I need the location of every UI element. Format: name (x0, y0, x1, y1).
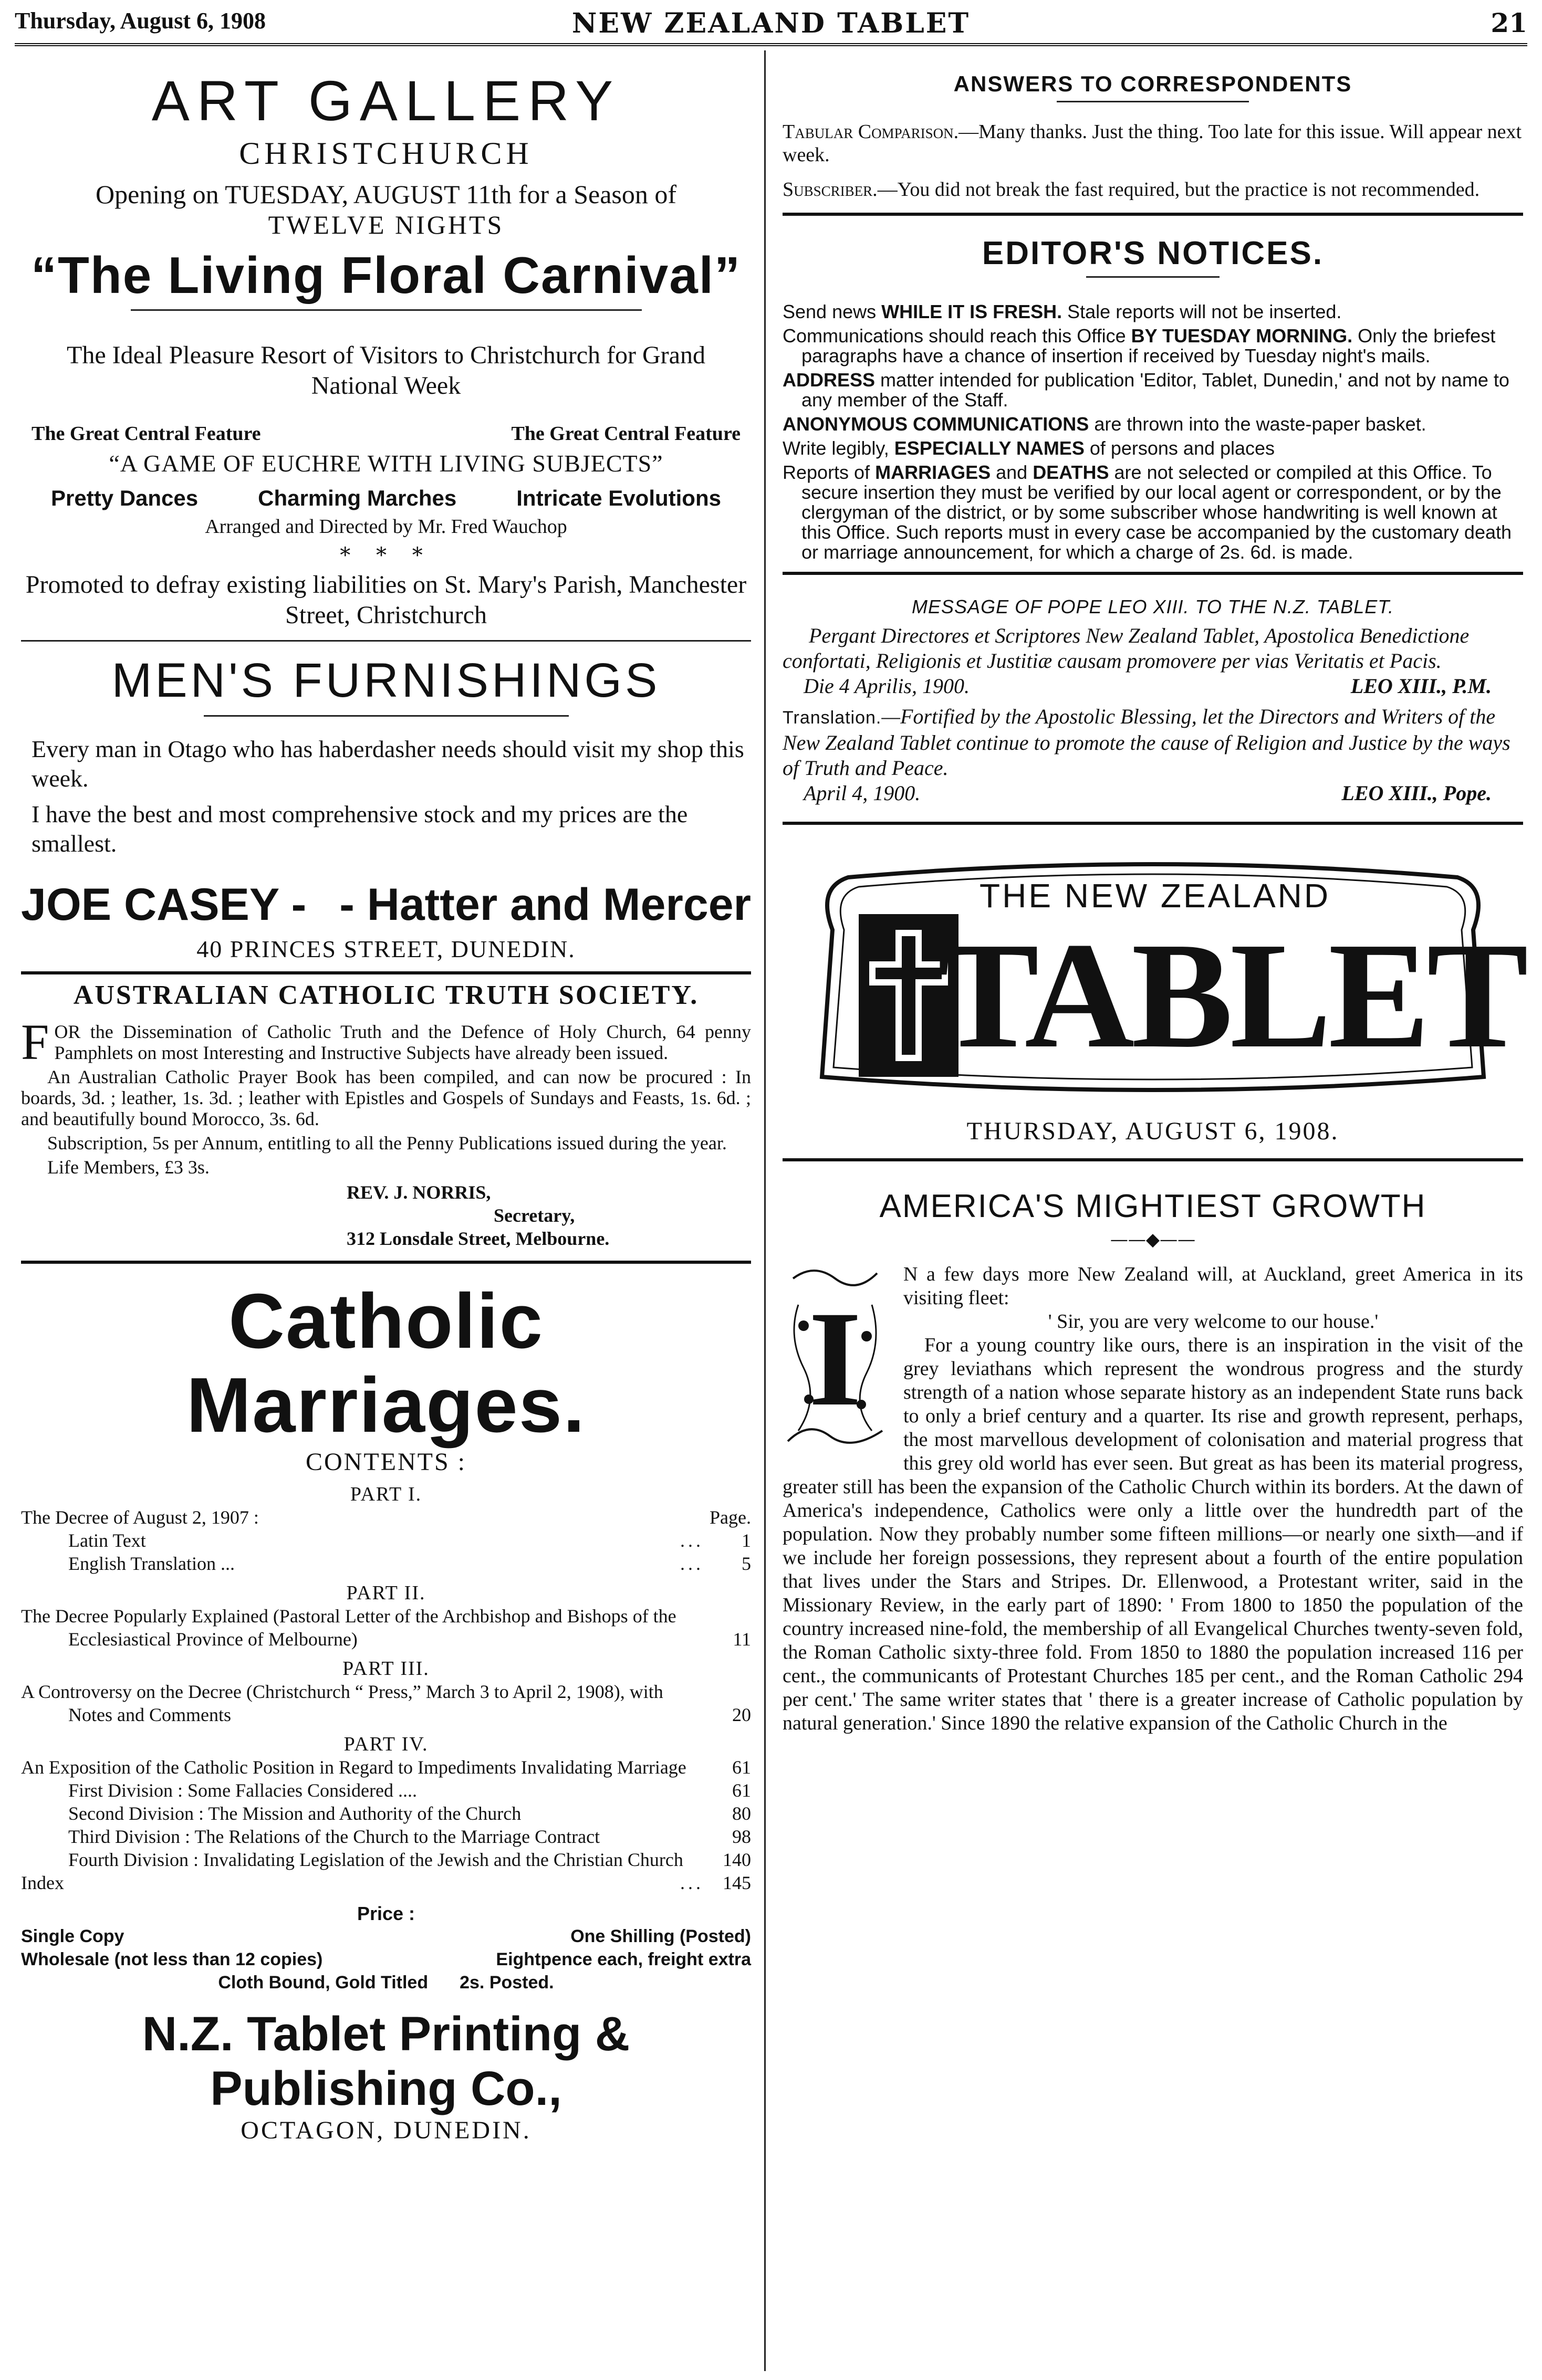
notice-emphasis: ESPECIALLY NAMES (894, 437, 1085, 459)
pope-heading: MESSAGE OF POPE LEO XIII. TO THE N.Z. TABLET. (912, 596, 1394, 617)
notice-text: Communications should reach this Office (783, 325, 1131, 347)
article-quote: ' Sir, you are very welcome to our house.' (1048, 1310, 1379, 1333)
divider (1086, 276, 1220, 278)
pope-message (783, 596, 1523, 806)
page-header (15, 7, 1527, 40)
translation-label: Translation. (783, 708, 882, 728)
art-gallery-desc: The Ideal Pleasure Resort of Visitors to Christchurch for Grand National Week (67, 341, 705, 400)
divider (204, 715, 569, 717)
mens-furnishings-ad (21, 653, 751, 963)
toc-text: First Division : Some Fallacies Considered .... (68, 1780, 417, 1801)
toc-page: 20 (732, 1704, 751, 1725)
feature-row (21, 422, 751, 445)
notice-text: of persons and places (1084, 437, 1275, 459)
casey-trade: - Hatter and Mercer (339, 879, 751, 930)
dances-item: Charming Marches (258, 486, 457, 510)
marriages-title: Catholic Marriages. (186, 1278, 586, 1449)
price-row (21, 1971, 751, 1994)
mens-paragraph: Every man in Otago who has haberdasher needs should visit my shop this week. (32, 736, 744, 792)
article-title: AMERICA'S MIGHTIEST GROWTH (879, 1188, 1426, 1224)
notice-emphasis: ADDRESS (783, 369, 876, 391)
editors-notices (783, 235, 1523, 562)
toc-row (21, 1529, 751, 1552)
america-article (783, 1188, 1523, 1735)
masthead-date: THURSDAY, AUGUST 6, 1908. (966, 1117, 1339, 1145)
toc-text: Latin Text (68, 1530, 146, 1551)
pope-signature: LEO XIII., Pope. (1341, 781, 1492, 805)
toc-text: Second Division : The Mission and Authority of the Church (68, 1803, 522, 1824)
dropcap-ornament (783, 1263, 888, 1452)
acts-paragraph: OR the Dissemination of Catholic Truth and the Defence of Holy Church, 64 penny Pamphlets on most Interesting and Instructive Subjects have already been issued. (54, 1021, 751, 1063)
part-heading: PART I. (350, 1483, 422, 1505)
catholic-marriages-ad (21, 1280, 751, 2145)
article-paragraph: N a few days more New Zealand will, at Auckland, greet America in its visiting fleet: (903, 1263, 1523, 1309)
art-gallery-nights: TWELVE NIGHTS (268, 210, 504, 239)
answer-item (783, 120, 1523, 166)
toc-row (21, 1680, 751, 1726)
toc-row (21, 1605, 751, 1651)
notice-item (783, 414, 1523, 434)
price-label: Wholesale (not less than 12 copies) (21, 1949, 323, 1969)
column-divider (764, 50, 766, 2371)
toc-page: 98 (732, 1826, 751, 1847)
answer-label: Subscriber. (783, 179, 878, 201)
section-rule (783, 213, 1523, 216)
article-body (783, 1263, 1523, 1735)
toc-row (21, 1552, 751, 1575)
art-gallery-show-title: “The Living Floral Carnival” (30, 246, 741, 304)
notice-item (783, 463, 1523, 562)
toc-page: 61 (732, 1780, 751, 1801)
header-date: Thursday, August 6, 1908 (15, 8, 266, 34)
feature-right: The Great Central Feature (511, 423, 741, 445)
toc-row (21, 1871, 751, 1894)
price-heading: Price : (357, 1903, 415, 1924)
price-label: Cloth Bound, Gold Titled (218, 1973, 429, 1993)
ornament: ——◆—— (1110, 1229, 1196, 1250)
acts-dropcap: F (21, 1014, 49, 1070)
notice-emphasis: BY TUESDAY MORNING. (1131, 325, 1353, 347)
toc-page: 1 (742, 1530, 751, 1551)
art-gallery-opening: Opening on TUESDAY, AUGUST 11th for a Season of (95, 180, 677, 209)
acts-sig-addr: 312 Lonsdale Street, Melbourne. (347, 1228, 610, 1249)
stars-ornament: * * * (340, 543, 432, 568)
section-rule (21, 971, 751, 974)
euchre-line: “A GAME OF EUCHRE WITH LIVING SUBJECTS” (109, 450, 663, 477)
acts-paragraph: An Australian Catholic Prayer Book has been compiled, and can now be procured : In boards, 3d. ; leather, 1s. 3d. ; leather with Epistles and Gospels of Sundays and Feasts, 1s. 6d. ; and beautifully bound Morocco, 3s. 6d. (21, 1066, 751, 1129)
toc-row (21, 1825, 751, 1848)
price-label: Single Copy (21, 1926, 124, 1946)
price-row (21, 1948, 751, 1971)
toc-row (21, 1779, 751, 1802)
casey-line (21, 879, 751, 930)
toc-page: 5 (742, 1553, 751, 1574)
notice-emphasis: DEATHS (1033, 462, 1109, 483)
catholic-truth-society-ad (21, 980, 751, 1250)
toc-page: 11 (733, 1629, 751, 1650)
left-column (21, 50, 751, 2145)
answer-item (783, 178, 1523, 201)
dances-item: Pretty Dances (51, 486, 199, 510)
feature-left: The Great Central Feature (32, 423, 261, 445)
toc-dots: ... (680, 1872, 704, 1893)
toc-page-label: Page. (710, 1507, 751, 1528)
toc-dots: ... (680, 1553, 704, 1574)
publisher-address: OCTAGON, DUNEDIN. (241, 2116, 532, 2144)
toc-text: Third Division : The Relations of the Church to the Marriage Contract (68, 1826, 600, 1847)
section-rule (783, 572, 1523, 575)
casey-name: JOE CASEY - (21, 879, 307, 930)
pope-signature-row (783, 781, 1523, 806)
header-paper-name: NEW ZEALAND TABLET (571, 7, 971, 39)
masthead (783, 856, 1526, 1146)
notice-text: and (991, 462, 1033, 483)
pope-signature-row (783, 674, 1523, 699)
price-value: Eightpence each, freight extra (496, 1949, 751, 1969)
arranged-line: Arranged and Directed by Mr. Fred Wauchop (205, 516, 567, 538)
notice-item (783, 438, 1523, 458)
promoted-line: Promoted to defray existing liabilities on St. Mary's Parish, Manchester Street, Christchurch (25, 571, 747, 629)
notice-emphasis: WHILE IT IS FRESH. (881, 301, 1062, 322)
toc-text: English Translation ... (68, 1553, 235, 1574)
toc-text: A Controversy on the Decree (Christchurch “ Press,” March 3 to April 2, 1908), with Notes and Comments (21, 1681, 663, 1725)
acts-paragraph: Life Members, £3 3s. (47, 1157, 210, 1178)
pope-signature: LEO XIII., P.M. (1350, 674, 1492, 698)
notice-text: Write legibly, (783, 437, 894, 459)
masthead-logo (790, 856, 1526, 1103)
acts-sig-role: Secretary, (494, 1205, 575, 1226)
translation-text: —Fortified by the Apostolic Blessing, let the Directors and Writers of the New Zealand Tablet continue to promote the cause of Religion and Justice by the ways of Truth and Peace. (783, 705, 1510, 780)
toc-dots: ... (680, 1530, 704, 1551)
editors-title: EDITOR'S NOTICES. (982, 235, 1324, 271)
answer-label: Tabular Comparison. (783, 121, 959, 143)
section-rule (783, 1158, 1523, 1161)
toc-page: 61 (732, 1757, 751, 1778)
answer-text: —Many thanks. Just the thing. Too late for this issue. Will appear next week. (783, 121, 1522, 166)
notice-text: Send news (783, 301, 882, 322)
answers-title: ANSWERS TO CORRESPONDENTS (953, 71, 1352, 96)
editors-body (783, 302, 1523, 562)
dropcap-letter: I (808, 1283, 862, 1434)
toc-page: 80 (732, 1803, 751, 1824)
price-value: 2s. Posted. (460, 1973, 554, 1993)
section-rule (783, 822, 1523, 825)
dances-row (21, 486, 751, 511)
toc-text: Index (21, 1872, 64, 1893)
publisher-name: N.Z. Tablet Printing & Publishing Co., (142, 2007, 630, 2115)
price-row (21, 1925, 751, 1948)
toc-page: 145 (723, 1872, 751, 1893)
notice-item (783, 326, 1523, 366)
section-rule (21, 640, 751, 642)
pope-date: Die 4 Aprilis, 1900. (804, 674, 970, 698)
toc-row (21, 1848, 751, 1871)
divider (1057, 101, 1249, 102)
toc-row (21, 1506, 751, 1529)
header-rule (15, 43, 1527, 46)
art-gallery-title: ART GALLERY (151, 69, 621, 132)
answers-to-correspondents (783, 71, 1523, 201)
acts-sig-name: REV. J. NORRIS, (347, 1182, 491, 1203)
notice-text: are thrown into the waste-paper basket. (1089, 413, 1426, 435)
notice-emphasis: MARRIAGES (875, 462, 991, 483)
divider (131, 309, 642, 311)
acts-body (21, 1014, 751, 1178)
notice-text: matter intended for publication 'Editor, Tablet, Dunedin,' and not by name to any member of the Staff. (801, 369, 1509, 411)
part-heading: PART IV. (343, 1733, 429, 1755)
notice-item (783, 302, 1523, 322)
part-heading: PART II. (346, 1582, 426, 1604)
contents-heading: CONTENTS : (306, 1448, 466, 1476)
notice-text: Only the briefest paragraphs have a chance of insertion if received by Tuesday night's mails. (801, 325, 1496, 366)
toc-row (21, 1802, 751, 1825)
toc-page: 140 (723, 1849, 751, 1870)
toc-text: The Decree Popularly Explained (Pastoral Letter of the Archbishop and Bishops of the Ecclesiastical Province of Melbourne) (21, 1606, 676, 1650)
article-paragraph: For a young country like ours, there is an inspiration in the visit of the grey leviathans which represent the wondrous progress and the sturdy strength of a nation whose separate history as an independent State runs back to only a brief century and a quarter. Its rise and growth represent, perhaps, the most marvellous development of colonisation and material progress that this grey old world has ever seen. But great as has been its material progress, greater still has been the expansion of the Catholic Church within its borders. At the dawn of America's independence, Catholics were only a little over the hundredth part of the population. Now they probably number some fifteen millions—or nearly one sixth—and if we include her foreign possessions, they represent about a fourth of the entire population that lives under the Stars and Stripes. Dr. Ellenwood, a Protestant writer, said in the Missionary Review, in the early part of 1890: ' From 1800 to 1850 the population of the country increased nine-fold, the membership of all Evangelical Churches twenty-seven fold, the Roman Catholic sixty-three fold. From 1850 to 1880 the population increased 116 per cent., the communicants of Protestant Churches 185 per cent., and the Roman Catholic 294 per cent.' The same writer states that ' there is a greater increase of Catholic population by natural generation.' Since 1890 the relative expansion of the Catholic Church in the (783, 1334, 1523, 1734)
mens-title: MEN'S FURNISHINGS (111, 654, 661, 707)
toc-text: The Decree of August 2, 1907 : (21, 1507, 259, 1528)
notice-text: Reports of (783, 462, 876, 483)
masthead-top-text: THE NEW ZEALAND (980, 877, 1331, 915)
answer-text: —You did not break the fast required, but the practice is not recommended. (877, 179, 1480, 201)
mens-paragraph: I have the best and most comprehensive stock and my prices are the smallest. (32, 801, 688, 857)
art-gallery-ad (21, 69, 751, 631)
section-rule (21, 1261, 751, 1264)
floral-dropcap-icon (783, 1263, 888, 1452)
page-number: 21 (1491, 7, 1527, 38)
toc-text: Fourth Division : Invalidating Legislation of the Jewish and the Christian Church (68, 1849, 683, 1870)
masthead-title: TABLET (937, 911, 1526, 1079)
toc-text: An Exposition of the Catholic Position in Regard to Impediments Invalidating Marriage (21, 1757, 686, 1778)
price-value: One Shilling (Posted) (570, 1926, 751, 1946)
notice-item (783, 370, 1523, 410)
art-gallery-city: CHRISTCHURCH (239, 136, 533, 171)
notice-text: are not selected or compiled at this Office. To secure insertion they must be verified by our local agent or correspondent, or by the clergyman of the district, or by some subscriber whose handwriting is well known at this Office. Such reports must in every case be accompanied by the customary death or marriage announcement, for which a charge of 2s. 6d. is made. (801, 462, 1512, 563)
dances-item: Intricate Evolutions (516, 486, 721, 510)
pope-date: April 4, 1900. (804, 781, 921, 805)
casey-address: 40 PRINCES STREET, DUNEDIN. (196, 936, 576, 962)
acts-title: AUSTRALIAN CATHOLIC TRUTH SOCIETY. (73, 980, 699, 1010)
pope-translation (783, 704, 1523, 781)
notice-text: Stale reports will not be inserted. (1062, 301, 1342, 322)
toc-row (21, 1756, 751, 1779)
notice-emphasis: ANONYMOUS COMMUNICATIONS (783, 413, 1089, 435)
part-heading: PART III. (342, 1658, 430, 1680)
acts-paragraph: Subscription, 5s per Annum, entitling to all the Penny Publications issued during the year. (47, 1133, 727, 1154)
pope-latin: Pergant Directores et Scriptores New Zealand Tablet, Apostolica Benedictione confortati, Religionis et Justitiæ causam promovere per vias Veritatis et Pacis. (783, 624, 1470, 673)
right-column (783, 50, 1526, 1735)
